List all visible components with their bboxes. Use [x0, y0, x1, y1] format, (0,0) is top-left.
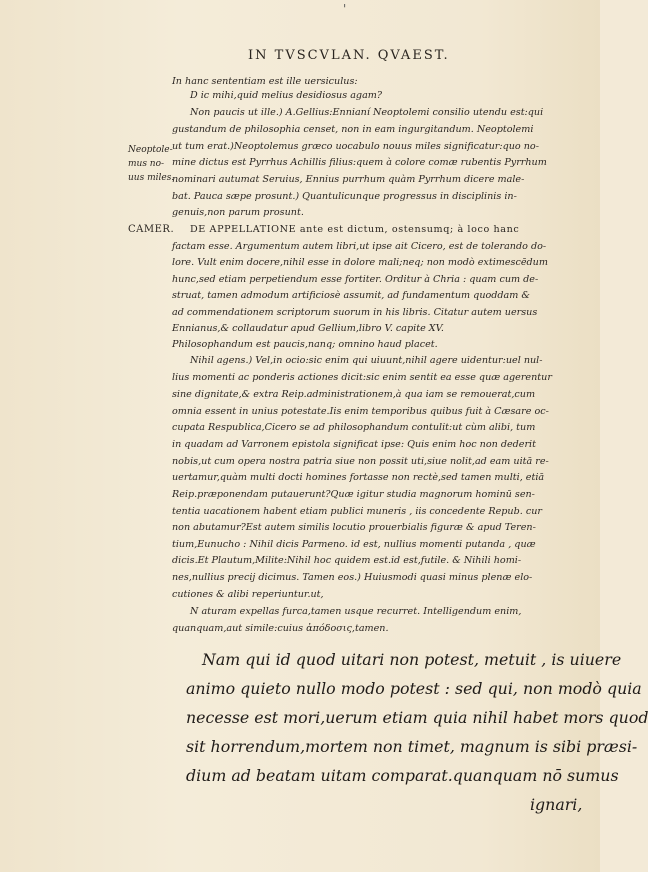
main-text-line: dium ad beatam uitam comparat.quanquam nō sumus [186, 766, 619, 785]
text-line: Nihil agens.) Vel,in ocio:sic enim qui uiuunt,nihil agere uidentur:uel nul- [190, 355, 543, 366]
text-line: struat, tamen admodum artificiosè assumit, ad fundamentum quoddam & [172, 290, 530, 301]
text-line: dicis.Et Plautum,Milite:Nihil hoc quidem est.id est,futile. & Nihili homi- [172, 555, 522, 566]
text-line: factam esse. Argumentum autem libri,ut ipse ait Cicero, est de tolerando do- [172, 241, 547, 252]
text-line: hunc,sed etiam perpetiendum esse fortiter. Orditur à Chria : quam cum de- [172, 274, 539, 285]
text-line: bat. Pauca sæpe prosunt.) Quantulicunque progressus in disciplinis in- [172, 191, 517, 202]
text-line: gustandum de philosophia censet, non in eam ingurgitandum. Neoptolemi [172, 124, 534, 135]
text-line: nes,nullius precij dicimus. Tamen eos.) Huiusmodi quasi minus plenæ elo- [172, 572, 533, 583]
text-line: ut tum erat.)Neoptolemus græco uocabulo nouus miles significatur:quo no- [172, 141, 539, 152]
text-line: Non paucis ut ille.) A.Gellius:Ennianí Neoptolemi consilio utendu est:qui [190, 107, 544, 118]
text-line: genuis,non parum prosunt. [172, 207, 304, 218]
text-line: Ennianus,& collaudatur apud Gellium,libro V. capite XV. [172, 323, 444, 334]
text-line: non abutamur?Est autem similis locutio prouerbialis figuræ & apud Teren- [172, 522, 536, 533]
main-text-line: sit horrendum,mortem non timet, magnum is sibi præsi- [186, 737, 638, 756]
main-text-line: ignari, [530, 795, 583, 814]
main-text-line: necesse est mori,uerum etiam quia nihil habet mors quod [186, 708, 648, 727]
text-line: uertamur,quàm multi docti homines fortasse non rectè,sed tamen multi, etiā [172, 472, 545, 483]
running-head: IN TVSCVLAN. QVAEST. [248, 48, 450, 63]
text-line: D ic mihi,quid melius desidiosus agam? [190, 90, 383, 101]
text-line: mine dictus est Pyrrhus Achillis filius:quem à colore comæ rubentis Pyrrhum [172, 157, 547, 168]
text-line: lore. Vult enim docere,nihil esse in dolore mali;neq; non modò extimescēdum [172, 257, 548, 268]
text-line: Reip.præponendam putauerunt?Quæ igitur studia magnorum hominū sen- [172, 489, 535, 500]
commentator-label: CAMER. [128, 224, 175, 235]
text-line: sine dignitate,& extra Reip.administrationem,à qua iam se remouerat,cum [172, 389, 536, 400]
margin-note-1: Neoptole- [128, 145, 173, 155]
text-line: In hanc sententiam est ille uersiculus: [172, 76, 358, 87]
text-line: DE APPELLATIONE ante est dictum, ostensumq; à loco hanc [190, 224, 520, 235]
text-line: quanquam,aut simile:cuius ἀπόδοσις,tamen. [172, 623, 389, 634]
main-text-line: Nam qui id quod uitari non potest, metuit , is uiuere [202, 650, 622, 669]
main-text-line: animo quieto nullo modo potest : sed qui, non modò quia [186, 679, 642, 698]
text-line: tium,Eunucho : Nihil dicis Parmeno. id est, nullius momenti putanda , quæ [172, 539, 536, 550]
text-line: in quadam ad Varronem epistola significat ipse: Quis enim hoc non dederit [172, 439, 536, 450]
text-line: omnia essent in unius potestate.Iis enim temporibus quibus fuit à Cæsare oc- [172, 406, 549, 417]
text-line: tentia uacationem habent etiam publici muneris , iis concedente Repub. cur [172, 506, 542, 517]
text-line: cutiones & alibi reperiuntur.ut, [172, 589, 324, 600]
text-line: cupata Respublica,Cicero se ad philosophandum contulit:ut cùm alibi, tum [172, 422, 536, 433]
text-line: nobis,ut cum opera nostra patria siue non possit uti,siue nolit,ad eam uitā re- [172, 456, 549, 467]
text-line: lius momenti ac ponderis actiones dicit:sic enim sentit ea esse quæ agerentur [172, 372, 552, 383]
text-line: ad commendationem scriptorum suorum in his libris. Citatur autem uersus [172, 307, 538, 318]
text-line: Philosophandum est paucis,nanq; omnino haud placet. [172, 339, 438, 350]
text-line: nominari autumat Seruius, Ennius purrhum quàm Pyrrhum dicere male- [172, 174, 525, 185]
text-line: N aturam expellas furca,tamen usque recurret. Intelligendum enim, [190, 606, 522, 617]
margin-note-2: mus no- [128, 159, 165, 169]
margin-note-3: uus miles. [128, 173, 175, 183]
folio-mark: ' [343, 2, 347, 16]
